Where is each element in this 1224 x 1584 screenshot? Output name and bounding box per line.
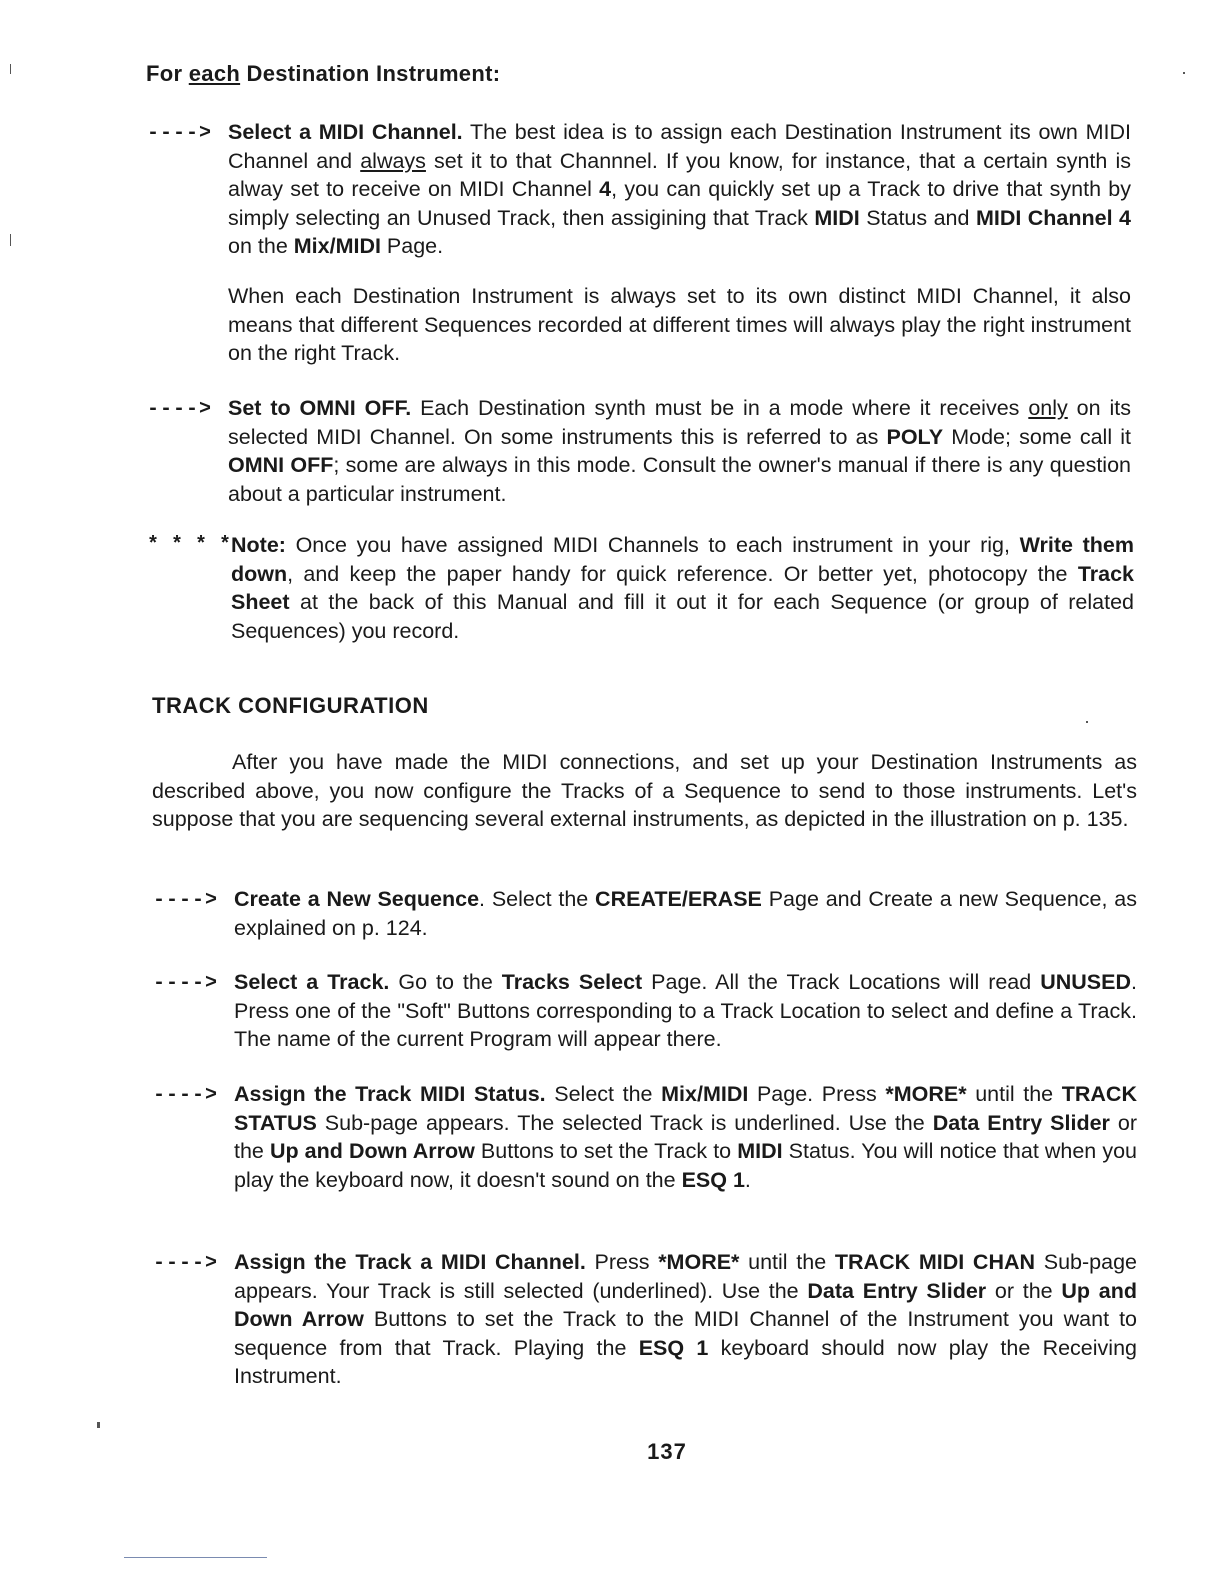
text: Status. You will notice that when you play the keyboard now, it doesn't sound on the [234,1139,1137,1192]
bullet-title: Select a MIDI Channel. [228,120,463,144]
section-title: TRACK CONFIGURATION [152,693,429,718]
footer-rule [124,1557,267,1558]
bold-text: TRACK MIDI CHAN [834,1250,1036,1274]
text: . Press one of the "Soft" Buttons corresponding to a Track Location to select and define a Track. The name of the current Program will appear there. [234,970,1137,1051]
heading-post: Destination Instrument: [240,61,501,86]
step-track-midi-channel [234,1248,1137,1391]
arrow-marker: ----> [153,1084,219,1107]
step-title: Select a Track. [234,970,390,994]
text: Buttons to set the Track to the MIDI Channel of the Instrument you want to sequence from that Track. Playing the [234,1307,1138,1360]
arrow-marker: ----> [147,122,213,145]
text: on the [228,234,294,258]
arrow-marker: ----> [153,1252,219,1275]
bold-text: Mix/MIDI [293,234,381,258]
paragraph: After you have made the MIDI connections, and set up your Destination Instruments as described above, you now configure the Tracks of a Sequence to send to those instruments. Let's suppose that you are sequencing several external instruments, as depicted in the illustration on p. 135. [152,750,1137,831]
text: Select the [545,1082,662,1106]
arrow-marker: ----> [153,972,219,995]
text: Sub-page appears. The selected Track is underlined. Use the [316,1110,933,1135]
bold-text: Data Entry Slider [932,1110,1110,1135]
paragraph [234,1080,1137,1194]
text: Each Destination synth must be in a mode where it receives [411,396,1029,420]
text: , you can quickly set up a Track to drive that synth by simply selecting an Unused Track, then assigining that Track [228,177,1131,230]
page-heading [146,60,500,89]
text: . Select the [479,887,596,911]
scan-mark [10,234,11,246]
paragraph [234,885,1137,942]
bold-text: UNUSED [1040,970,1131,994]
note-block [231,531,1134,645]
step-track-midi-status [234,1080,1137,1194]
text: Sub-page appears. Your Track is still selected (underlined). Use the [234,1250,1138,1303]
text: at the back of this Manual and fill it out it for each Sequence (or group of related Sequences) you record. [231,590,1134,643]
text: Go to the [389,970,502,994]
bullet-omni-off [228,394,1131,508]
text: . [744,1167,751,1192]
paragraph: When each Destination Instrument is always set to its own distinct MIDI Channel, it also means that different Sequences recorded at different times will always play the right instrument on the right Track. [228,284,1131,365]
text: Buttons to set the Track to [474,1139,738,1163]
scan-mark [10,64,11,74]
note-title: Note: [231,533,286,557]
scan-mark [97,1422,100,1428]
text: Page. All the Track Locations will read [642,970,1041,994]
step-create-sequence [234,885,1137,942]
bold-text: *MORE* [885,1082,967,1106]
text: or the [234,1110,1138,1163]
paragraph [234,968,1137,1054]
text: , and keep the paper handy for quick reference. Or better yet, photocopy the [287,561,1078,586]
text: on its selected MIDI Channel. On some instruments this is referred to as [228,396,1131,449]
text: Status and [859,205,976,230]
bold-text: Up and Down Arrow [234,1278,1138,1331]
step-title: Create a New Sequence [234,887,480,911]
bold-text: 4 [599,177,612,201]
arrow-marker: ----> [153,889,219,912]
arrow-marker: ----> [147,398,213,421]
step-title: Assign the Track a MIDI Channel. [234,1250,586,1274]
step-title: Assign the Track MIDI Status. [234,1082,546,1106]
text: The best idea is to assign each Destination Instrument its own MIDI Channel and [228,120,1131,173]
text: until the [739,1250,835,1274]
emphasis: only [1028,396,1068,420]
text: Page and Create a new Sequence, as explained on p. 124. [234,887,1137,940]
bold-text: MIDI Channel 4 [975,205,1132,230]
bold-text: Track Sheet [231,561,1134,614]
bold-text: MIDI [737,1139,783,1163]
bold-text: ESQ 1 [638,1335,709,1360]
text: Press [585,1250,659,1274]
paragraph-distinct-channel [228,282,1131,368]
intro-paragraph [152,748,1137,834]
text: Page. Press [748,1082,886,1106]
bold-text: *MORE* [658,1250,740,1274]
emphasis: always [360,148,426,173]
paragraph [234,1248,1137,1391]
bold-text: POLY [886,424,944,449]
text: Mode; some call it [943,424,1132,449]
text: Once you have assigned MIDI Channels to each instrument in your rig, [285,533,1020,557]
step-select-track [234,968,1137,1054]
bold-text: Data Entry Slider [807,1278,987,1303]
text: set it to that Channnel. If you know, for instance, that a certain synth is alway set to receive on MIDI Channel [228,148,1131,201]
note-stars: * * * * [147,534,232,557]
bullet-select-midi-channel [228,118,1131,261]
paragraph [231,531,1134,645]
text: Page. [380,234,444,258]
text: or the [986,1278,1062,1303]
text: until the [966,1082,1062,1106]
bold-text: Write them down [231,533,1134,586]
heading-emphasis: each [188,61,241,86]
bold-text: Mix/MIDI [661,1082,749,1106]
bold-text: OMNI OFF [228,453,334,477]
bold-text: MIDI [814,205,860,230]
bold-text: Up and Down Arrow [269,1139,475,1163]
scan-mark [1086,721,1088,723]
bold-text: CREATE/ERASE [595,887,762,911]
bullet-title: Set to OMNI OFF. [228,396,412,420]
bold-text: ESQ 1 [681,1167,745,1192]
heading-pre: For [146,61,189,86]
scan-mark [1183,72,1185,74]
text: ; some are always in this mode. Consult the owner's manual if there is any question about a particular instrument. [228,453,1131,506]
paragraph [228,394,1131,508]
bold-text: Tracks Select [501,970,643,994]
bold-text: TRACK STATUS [234,1082,1137,1135]
page-number: 137 [647,1439,687,1464]
text: keyboard should now play the Receiving Instrument. [234,1335,1137,1388]
paragraph [228,118,1131,261]
